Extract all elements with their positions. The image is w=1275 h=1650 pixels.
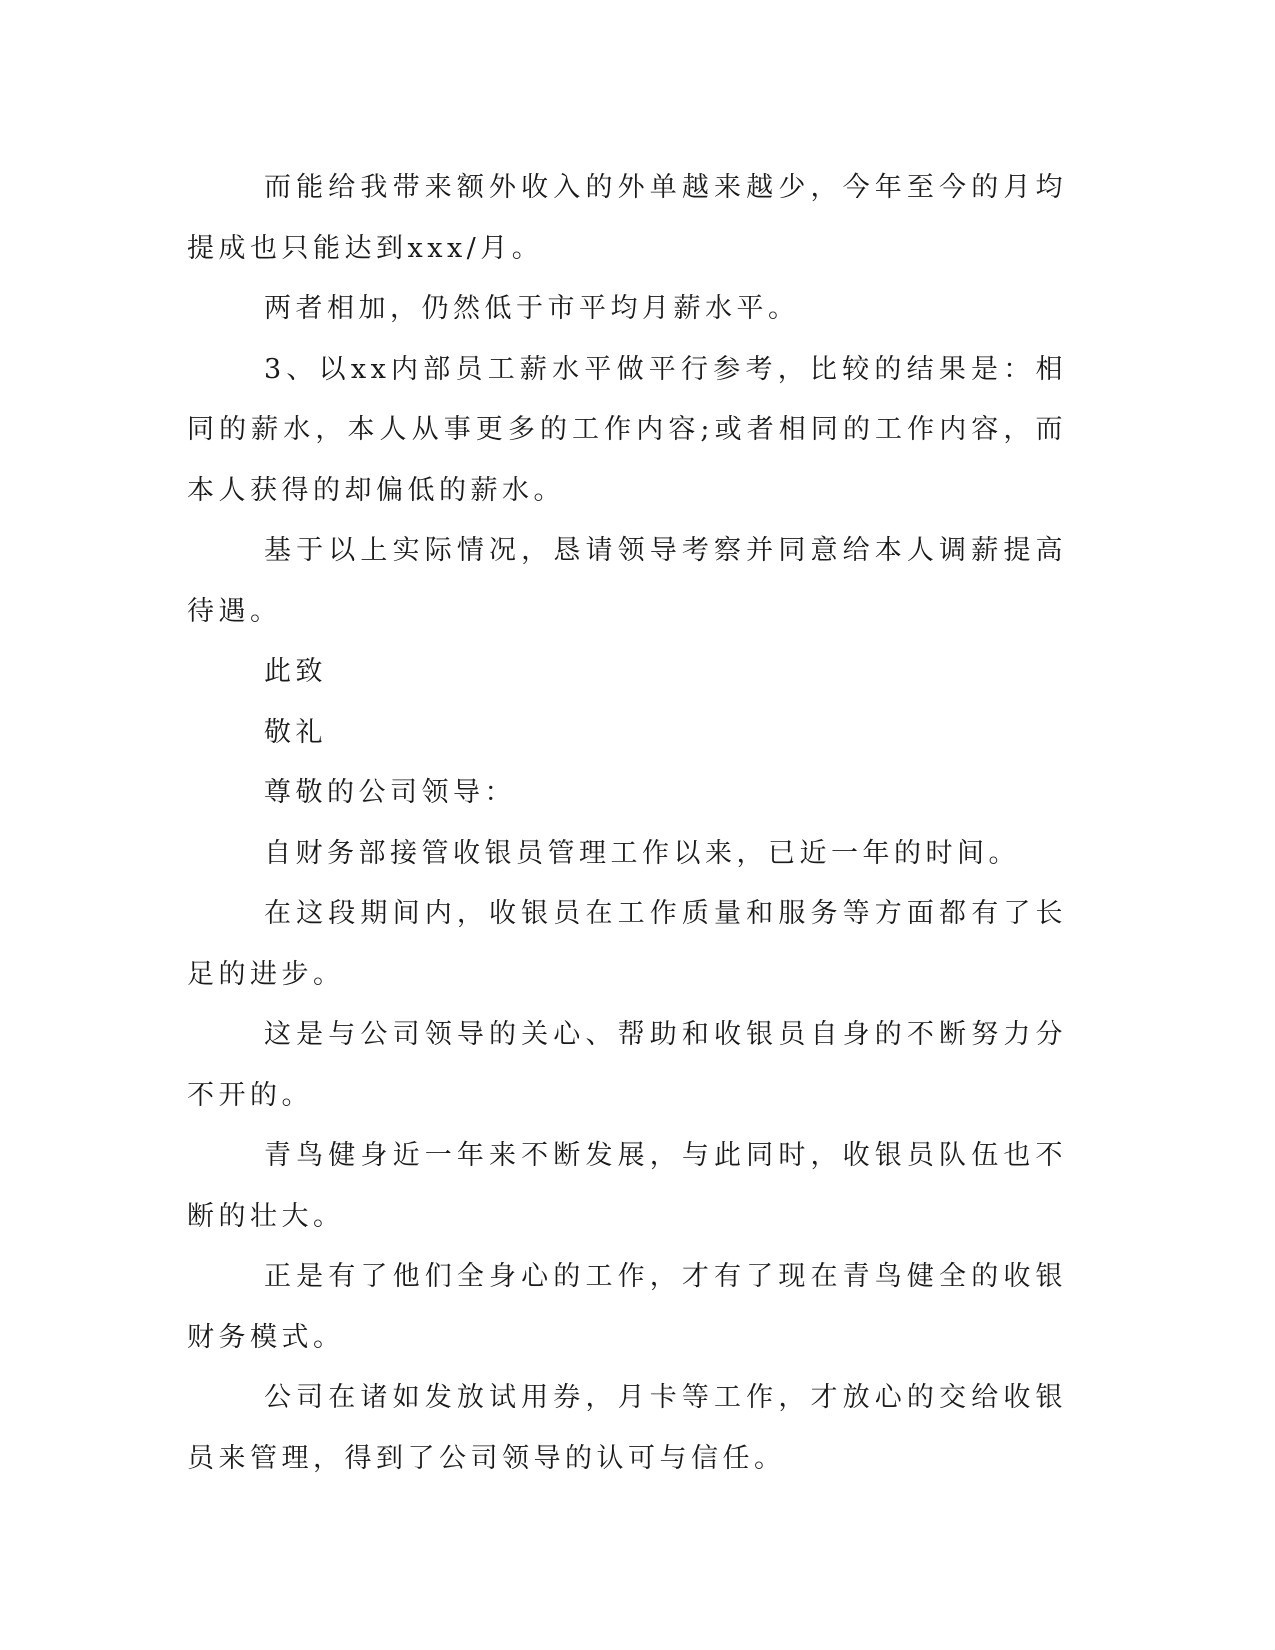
closing-cizhi: 此致 xyxy=(264,656,327,687)
salutation: 尊敬的公司领导： xyxy=(264,777,516,808)
paragraph-cashier-model: 正是有了他们全身心的工作，才有了现在青鸟健全的收银财务模式。 xyxy=(187,1261,1067,1353)
closing-jingli: 敬礼 xyxy=(264,716,327,748)
paragraph-extra-income: 而能给我带来额外收入的外单越来越少，今年至今的月均提成也只能达到xxx/月。 xyxy=(187,172,1067,264)
paragraph-leadership-support: 这是与公司领导的关心、帮助和收银员自身的不断努力分不开的。 xyxy=(187,1019,1067,1111)
paragraph-request: 基于以上实际情况，恳请领导考察并同意给本人调薪提高待遇。 xyxy=(187,535,1067,627)
paragraph-finance-takeover: 自财务部接管收银员管理工作以来，已近一年的时间。 xyxy=(264,837,1020,869)
document-body xyxy=(187,158,1067,1489)
paragraph-trust: 公司在诸如发放试用券，月卡等工作，才放心的交给收银员来管理，得到了公司领导的认可与信任。 xyxy=(187,1382,1067,1474)
paragraph-progress: 在这段期间内，收银员在工作质量和服务等方面都有了长足的进步。 xyxy=(187,898,1067,990)
paragraph-team-growth: 青鸟健身近一年来不断发展，与此同时，收银员队伍也不断的壮大。 xyxy=(187,1140,1067,1232)
paragraph-internal-comparison: 3、以xx内部员工薪水平做平行参考，比较的结果是：相同的薪水，本人从事更多的工作内容;或者相同的工作内容，而本人获得的却偏低的薪水。 xyxy=(187,353,1067,506)
paragraph-total-below-average: 两者相加，仍然低于市平均月薪水平。 xyxy=(264,293,800,324)
